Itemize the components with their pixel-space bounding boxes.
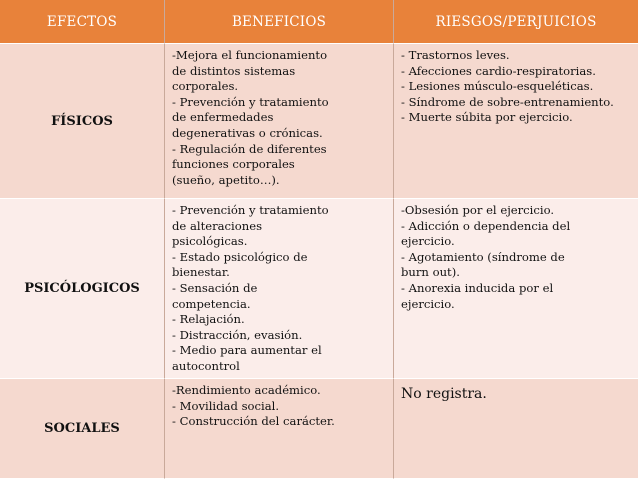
- header-efectos: EFECTOS: [0, 0, 165, 44]
- row-label-fisicos: FÍSICOS: [0, 44, 165, 199]
- header-riesgos: RIESGOS/PERJUICIOS: [394, 0, 638, 44]
- header-beneficios: BENEFICIOS: [165, 0, 394, 44]
- cell-fisicos-riesgos: - Trastornos leves. - Afecciones cardio-respiratorias. - Lesiones músculo-esqueléticas. - Síndrome de sobre-entrenamiento. - Muerte súbita por ejercicio.: [394, 44, 638, 199]
- cell-psicologicos-beneficios: - Prevención y tratamiento de alteraciones psicológicas. - Estado psicológico de bienestar. - Sensación de competencia. - Relajación. - Distracción, evasión. - Medio para aumentar el autocontrol: [165, 199, 394, 379]
- cell-sociales-beneficios: -Rendimiento académico. - Movilidad social. - Construcción del carácter.: [165, 379, 394, 479]
- row-label-sociales: SOCIALES: [0, 379, 165, 479]
- row-label-psicologicos: PSICÓLOGICOS: [0, 199, 165, 379]
- cell-sociales-riesgos: No registra.: [394, 379, 638, 479]
- cell-fisicos-beneficios: -Mejora el funcionamiento de distintos sistemas corporales. - Prevención y tratamiento de enfermedades degenerativas o crónicas. - Regulación de diferentes funciones corporales (sueño, apetito…).: [165, 44, 394, 199]
- cell-psicologicos-riesgos: -Obsesión por el ejercicio. - Adicción o dependencia del ejercicio. - Agotamiento (síndrome de burn out). - Anorexia inducida por el ejercicio.: [394, 199, 638, 379]
